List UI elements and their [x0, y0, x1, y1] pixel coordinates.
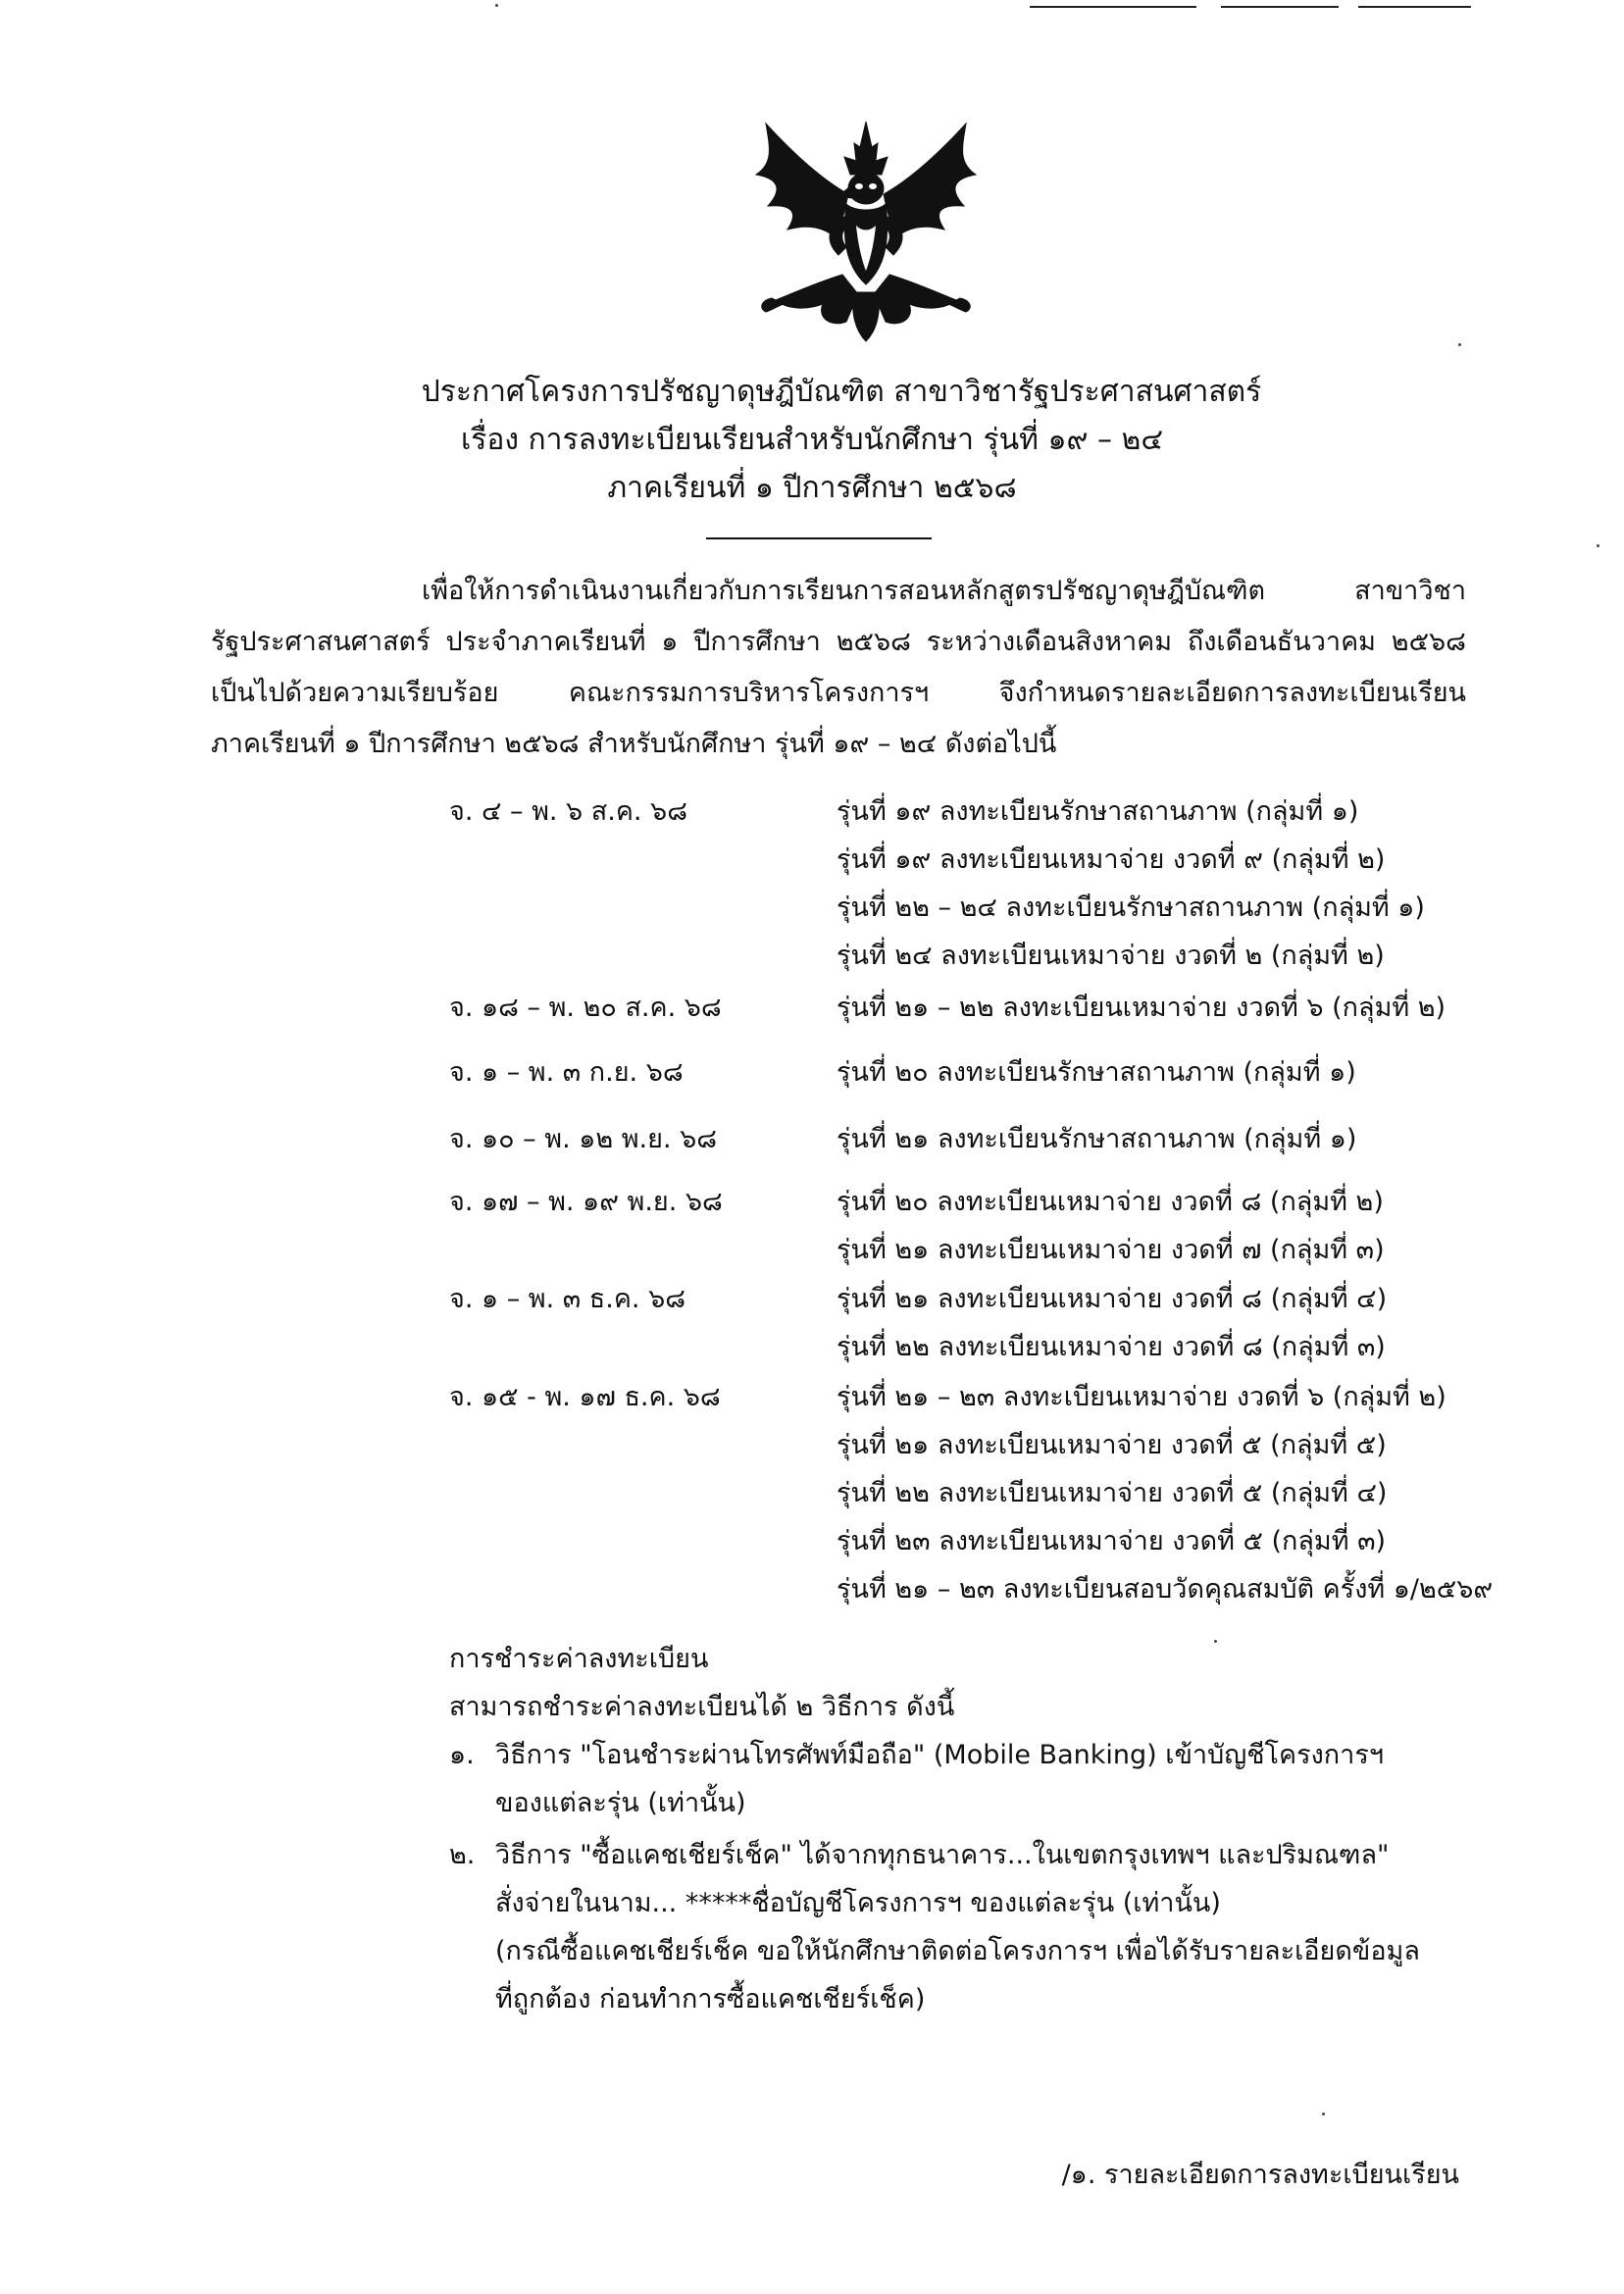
payment-method-line: วิธีการ "ซื้อแคชเชียร์เช็ค" ได้จากทุกธนาคาร...ในเขตกรุงเทพฯ และปริมณฑล" — [495, 1840, 1390, 1870]
schedule-item: รุ่นที่ ๒๒ ลงทะเบียนเหมาจ่าย งวดที่ ๕ (กลุ่มที่ ๔) — [837, 1478, 1388, 1508]
garuda-emblem-icon — [748, 118, 984, 345]
payment-subheading: สามารถชำระค่าลงทะเบียนได้ ๒ วิธีการ ดังนี้ — [449, 1692, 955, 1722]
schedule-item: รุ่นที่ ๑๙ ลงทะเบียนรักษาสถานภาพ (กลุ่มที่ ๑) — [837, 796, 1359, 827]
announcement-title: ประกาศโครงการปรัชญาดุษฎีบัณฑิต สาขาวิชารัฐประศาสนศาสตร์ — [421, 375, 1262, 409]
intro-line: ภาคเรียนที่ ๑ ปีการศึกษา ๒๕๖๘ สำหรับนักศึกษา รุ่นที่ ๑๙ – ๒๔ ดังต่อไปนี้ — [211, 729, 1057, 759]
scan-speck — [1458, 343, 1461, 346]
schedule-item: รุ่นที่ ๒๐ ลงทะเบียนรักษาสถานภาพ (กลุ่มที่ ๑) — [837, 1057, 1356, 1088]
scan-mark-line — [1221, 6, 1339, 8]
scan-speck — [495, 4, 498, 7]
schedule-item: รุ่นที่ ๒๑ – ๒๓ ลงทะเบียนเหมาจ่าย งวดที่ ๖ (กลุ่มที่ ๒) — [837, 1382, 1446, 1412]
scan-speck — [1322, 2113, 1325, 2116]
scan-speck — [1214, 1640, 1217, 1643]
title-underline — [706, 537, 932, 539]
schedule-date: จ. ๑๐ – พ. ๑๒ พ.ย. ๖๘ — [449, 1124, 718, 1154]
schedule-item: รุ่นที่ ๒๑ – ๒๓ ลงทะเบียนสอบวัดคุณสมบัติ ครั้งที่ ๑/๒๕๖๙ — [837, 1574, 1494, 1605]
announcement-term: ภาคเรียนที่ ๑ ปีการศึกษา ๒๕๖๘ — [607, 471, 1017, 505]
schedule-date: จ. ๔ – พ. ๖ ส.ค. ๖๘ — [449, 796, 688, 827]
payment-method-number: ๒. — [449, 1840, 476, 1870]
intro-line: รัฐประศาสนศาสตร์ ประจำภาคเรียนที่ ๑ ปีการศึกษา ๒๕๖๘ ระหว่างเดือนสิงหาคม ถึงเดือนธันวาคม ๒๕๖๘ — [211, 627, 1466, 657]
schedule-item: รุ่นที่ ๒๑ – ๒๒ ลงทะเบียนเหมาจ่าย งวดที่ ๖ (กลุ่มที่ ๒) — [837, 993, 1446, 1023]
scan-speck — [1597, 544, 1599, 547]
scan-mark-line — [1030, 6, 1196, 8]
schedule-item: รุ่นที่ ๒๑ ลงทะเบียนเหมาจ่าย งวดที่ ๕ (กลุ่มที่ ๕) — [837, 1430, 1387, 1460]
schedule-date: จ. ๑๗ – พ. ๑๙ พ.ย. ๖๘ — [449, 1187, 723, 1217]
intro-line: เพื่อให้การดำเนินงานเกี่ยวกับการเรียนการสอนหลักสูตรปรัชญาดุษฎีบัณฑิต สาขาวิชา — [422, 576, 1466, 606]
schedule-item: รุ่นที่ ๒๒ – ๒๔ ลงทะเบียนรักษาสถานภาพ (กลุ่มที่ ๑) — [837, 892, 1425, 923]
schedule-item: รุ่นที่ ๒๑ ลงทะเบียนเหมาจ่าย งวดที่ ๗ (กลุ่มที่ ๓) — [837, 1235, 1385, 1265]
payment-method-line: ของแต่ละรุ่น (เท่านั้น) — [495, 1788, 746, 1818]
schedule-date: จ. ๑ – พ. ๓ ธ.ค. ๖๘ — [449, 1284, 686, 1314]
payment-method-line: ที่ถูกต้อง ก่อนทำการซื้อแคชเชียร์เช็ค) — [495, 1984, 926, 2014]
payment-method-line: วิธีการ "โอนชำระผ่านโทรศัพท์มือถือ" (Mobile Banking) เข้าบัญชีโครงการฯ — [495, 1740, 1384, 1770]
schedule-item: รุ่นที่ ๒๒ ลงทะเบียนเหมาจ่าย งวดที่ ๘ (กลุ่มที่ ๓) — [837, 1332, 1386, 1362]
schedule-item: รุ่นที่ ๒๑ ลงทะเบียนเหมาจ่าย งวดที่ ๘ (กลุ่มที่ ๔) — [837, 1284, 1388, 1314]
announcement-subject: เรื่อง การลงทะเบียนเรียนสำหรับนักศึกษา รุ่นที่ ๑๙ – ๒๔ — [460, 423, 1164, 457]
intro-paragraph — [211, 566, 1466, 770]
schedule-date: จ. ๑ – พ. ๓ ก.ย. ๖๘ — [449, 1057, 684, 1088]
schedule-item: รุ่นที่ ๒๔ ลงทะเบียนเหมาจ่าย งวดที่ ๒ (กลุ่มที่ ๒) — [837, 941, 1385, 971]
schedule-item: รุ่นที่ ๒๑ ลงทะเบียนรักษาสถานภาพ (กลุ่มที่ ๑) — [837, 1124, 1357, 1154]
schedule-date: จ. ๑๕ - พ. ๑๗ ธ.ค. ๖๘ — [449, 1382, 721, 1412]
scan-mark-line — [1358, 6, 1471, 8]
intro-line: เป็นไปด้วยความเรียบร้อย คณะกรรมการบริหารโครงการฯ จึงกำหนดรายละเอียดการลงทะเบียนเรียน — [211, 678, 1466, 708]
schedule-item: รุ่นที่ ๒๓ ลงทะเบียนเหมาจ่าย งวดที่ ๕ (กลุ่มที่ ๓) — [837, 1526, 1387, 1556]
schedule-date: จ. ๑๘ – พ. ๒๐ ส.ค. ๖๘ — [449, 993, 722, 1023]
payment-heading: การชำระค่าลงทะเบียน — [449, 1644, 709, 1674]
schedule-item: รุ่นที่ ๑๙ ลงทะเบียนเหมาจ่าย งวดที่ ๙ (กลุ่มที่ ๒) — [837, 844, 1386, 875]
payment-method-number: ๑. — [449, 1740, 475, 1770]
schedule-item: รุ่นที่ ๒๐ ลงทะเบียนเหมาจ่าย งวดที่ ๘ (กลุ่มที่ ๒) — [837, 1187, 1384, 1217]
page-continuation: /๑. รายละเอียดการลงทะเบียนเรียน — [1061, 2160, 1459, 2190]
payment-method-line: (กรณีซื้อแคชเชียร์เช็ค ขอให้นักศึกษาติดต่อโครงการฯ เพื่อได้รับรายละเอียดข้อมูล — [495, 1936, 1420, 1966]
payment-method-line: สั่งจ่ายในนาม... *****ชื่อบัญชีโครงการฯ ของแต่ละรุ่น (เท่านั้น) — [495, 1888, 1221, 1918]
